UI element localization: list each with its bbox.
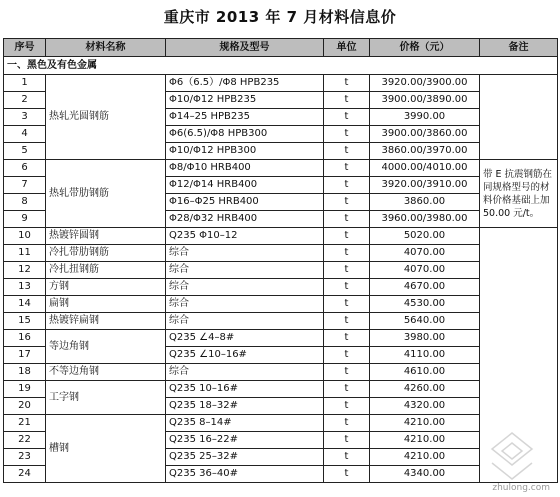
header-unit: 单位 bbox=[324, 39, 370, 57]
header-price: 价格（元） bbox=[370, 39, 480, 57]
row-name: 冷扎扭钢筋 bbox=[46, 262, 166, 279]
row-no: 13 bbox=[4, 279, 46, 296]
row-name: 热轧带肋钢筋 bbox=[46, 160, 166, 228]
row-price: 3900.00/3860.00 bbox=[370, 126, 480, 143]
row-price: 4210.00 bbox=[370, 449, 480, 466]
header-spec: 规格及型号 bbox=[166, 39, 324, 57]
row-unit: t bbox=[324, 177, 370, 194]
page-title: 重庆市 2013 年 7 月材料信息价 bbox=[163, 8, 397, 26]
row-no: 18 bbox=[4, 364, 46, 381]
row-unit: t bbox=[324, 160, 370, 177]
row-unit: t bbox=[324, 279, 370, 296]
row-no: 10 bbox=[4, 228, 46, 245]
row-spec: Q235 ∠10–16# bbox=[166, 347, 324, 364]
row-unit: t bbox=[324, 466, 370, 483]
row-name: 热镀锌扁钢 bbox=[46, 313, 166, 330]
row-spec: Q235 ∠4–8# bbox=[166, 330, 324, 347]
row-name: 热轧光圆钢筋 bbox=[46, 75, 166, 160]
row-name: 不等边角钢 bbox=[46, 364, 166, 381]
row-no: 11 bbox=[4, 245, 46, 262]
row-unit: t bbox=[324, 398, 370, 415]
row-no: 5 bbox=[4, 143, 46, 160]
table-row bbox=[4, 313, 558, 330]
row-spec: Φ16–Φ25 HRB400 bbox=[166, 194, 324, 211]
watermark-logo-icon bbox=[472, 429, 552, 489]
row-no: 9 bbox=[4, 211, 46, 228]
row-spec: Q235 18–32# bbox=[166, 398, 324, 415]
row-unit: t bbox=[324, 381, 370, 398]
row-unit: t bbox=[324, 143, 370, 160]
row-unit: t bbox=[324, 194, 370, 211]
row-no: 17 bbox=[4, 347, 46, 364]
row-no: 6 bbox=[4, 160, 46, 177]
row-name: 等边角钢 bbox=[46, 330, 166, 364]
row-unit: t bbox=[324, 415, 370, 432]
row-unit: t bbox=[324, 228, 370, 245]
row-no: 2 bbox=[4, 92, 46, 109]
row-no: 22 bbox=[4, 432, 46, 449]
row-name: 扁钢 bbox=[46, 296, 166, 313]
row-price: 3960.00/3980.00 bbox=[370, 211, 480, 228]
row-unit: t bbox=[324, 313, 370, 330]
row-price: 4110.00 bbox=[370, 347, 480, 364]
row-no: 16 bbox=[4, 330, 46, 347]
row-price: 4530.00 bbox=[370, 296, 480, 313]
row-price: 3990.00 bbox=[370, 109, 480, 126]
row-unit: t bbox=[324, 126, 370, 143]
row-spec: Φ12/Φ14 HRB400 bbox=[166, 177, 324, 194]
row-no: 15 bbox=[4, 313, 46, 330]
row-no: 12 bbox=[4, 262, 46, 279]
row-spec: Φ10/Φ12 HPB300 bbox=[166, 143, 324, 160]
row-no: 21 bbox=[4, 415, 46, 432]
row-unit: t bbox=[324, 211, 370, 228]
row-no: 3 bbox=[4, 109, 46, 126]
row-price: 5640.00 bbox=[370, 313, 480, 330]
row-price: 3900.00/3890.00 bbox=[370, 92, 480, 109]
row-no: 4 bbox=[4, 126, 46, 143]
row-name: 热镀锌圆钢 bbox=[46, 228, 166, 245]
row-price: 3920.00/3910.00 bbox=[370, 177, 480, 194]
table-row bbox=[4, 381, 558, 398]
row-no: 7 bbox=[4, 177, 46, 194]
row-spec: Q235 8–14# bbox=[166, 415, 324, 432]
row-spec: Q235 25–32# bbox=[166, 449, 324, 466]
row-price: 3860.00/3970.00 bbox=[370, 143, 480, 160]
table-row bbox=[4, 228, 558, 245]
row-price: 4070.00 bbox=[370, 262, 480, 279]
row-price: 4320.00 bbox=[370, 398, 480, 415]
row-price: 4340.00 bbox=[370, 466, 480, 483]
row-price: 3920.00/3900.00 bbox=[370, 75, 480, 92]
row-price: 4670.00 bbox=[370, 279, 480, 296]
section-row bbox=[4, 57, 558, 75]
row-spec: Φ28/Φ32 HRB400 bbox=[166, 211, 324, 228]
row-no: 20 bbox=[4, 398, 46, 415]
row-spec: 综合 bbox=[166, 279, 324, 296]
row-spec: Φ14–25 HPB235 bbox=[166, 109, 324, 126]
row-unit: t bbox=[324, 347, 370, 364]
row-spec: 综合 bbox=[166, 262, 324, 279]
row-remark-empty bbox=[480, 75, 558, 160]
row-no: 8 bbox=[4, 194, 46, 211]
row-unit: t bbox=[324, 432, 370, 449]
row-spec: 综合 bbox=[166, 313, 324, 330]
row-unit: t bbox=[324, 364, 370, 381]
header-remark: 备注 bbox=[480, 39, 558, 57]
row-price: 4070.00 bbox=[370, 245, 480, 262]
row-no: 24 bbox=[4, 466, 46, 483]
row-unit: t bbox=[324, 75, 370, 92]
price-table bbox=[3, 38, 558, 483]
row-price: 5020.00 bbox=[370, 228, 480, 245]
table-row bbox=[4, 75, 558, 92]
row-unit: t bbox=[324, 262, 370, 279]
row-unit: t bbox=[324, 245, 370, 262]
row-price: 4260.00 bbox=[370, 381, 480, 398]
row-name: 工字钢 bbox=[46, 381, 166, 415]
row-spec: Q235 Φ10–12 bbox=[166, 228, 324, 245]
row-spec: Φ6(6.5)/Φ8 HPB300 bbox=[166, 126, 324, 143]
row-no: 19 bbox=[4, 381, 46, 398]
row-price: 4000.00/4010.00 bbox=[370, 160, 480, 177]
row-spec: Q235 10–16# bbox=[166, 381, 324, 398]
row-spec: Q235 36–40# bbox=[166, 466, 324, 483]
section-title: 一、黑色及有色金属 bbox=[4, 57, 558, 75]
row-spec: Φ10/Φ12 HPB235 bbox=[166, 92, 324, 109]
row-price: 4210.00 bbox=[370, 432, 480, 449]
row-name: 方钢 bbox=[46, 279, 166, 296]
table-row bbox=[4, 279, 558, 296]
table-row bbox=[4, 364, 558, 381]
row-name: 槽钢 bbox=[46, 415, 166, 483]
row-remark: 带 E 抗震钢筋在同规格型号的材料价格基础上加 50.00 元/t。 bbox=[480, 160, 558, 228]
row-no: 1 bbox=[4, 75, 46, 92]
row-spec: Q235 16–22# bbox=[166, 432, 324, 449]
row-name: 冷扎带肋钢筋 bbox=[46, 245, 166, 262]
row-spec: Φ8/Φ10 HRB400 bbox=[166, 160, 324, 177]
table-row bbox=[4, 245, 558, 262]
row-spec: 综合 bbox=[166, 296, 324, 313]
table-header-row bbox=[4, 39, 558, 57]
table-row bbox=[4, 330, 558, 347]
row-unit: t bbox=[324, 296, 370, 313]
row-price: 4210.00 bbox=[370, 415, 480, 432]
table-row bbox=[4, 160, 558, 177]
row-unit: t bbox=[324, 449, 370, 466]
row-no: 23 bbox=[4, 449, 46, 466]
row-spec: 综合 bbox=[166, 364, 324, 381]
watermark-text: zhulong.com bbox=[492, 483, 550, 493]
row-unit: t bbox=[324, 92, 370, 109]
row-spec: Φ6（6.5）/Φ8 HPB235 bbox=[166, 75, 324, 92]
header-name: 材料名称 bbox=[46, 39, 166, 57]
header-no: 序号 bbox=[4, 39, 46, 57]
row-spec: 综合 bbox=[166, 245, 324, 262]
row-price: 3980.00 bbox=[370, 330, 480, 347]
row-price: 3860.00 bbox=[370, 194, 480, 211]
table-row bbox=[4, 296, 558, 313]
row-unit: t bbox=[324, 330, 370, 347]
row-no: 14 bbox=[4, 296, 46, 313]
row-price: 4610.00 bbox=[370, 364, 480, 381]
table-row bbox=[4, 262, 558, 279]
row-unit: t bbox=[324, 109, 370, 126]
